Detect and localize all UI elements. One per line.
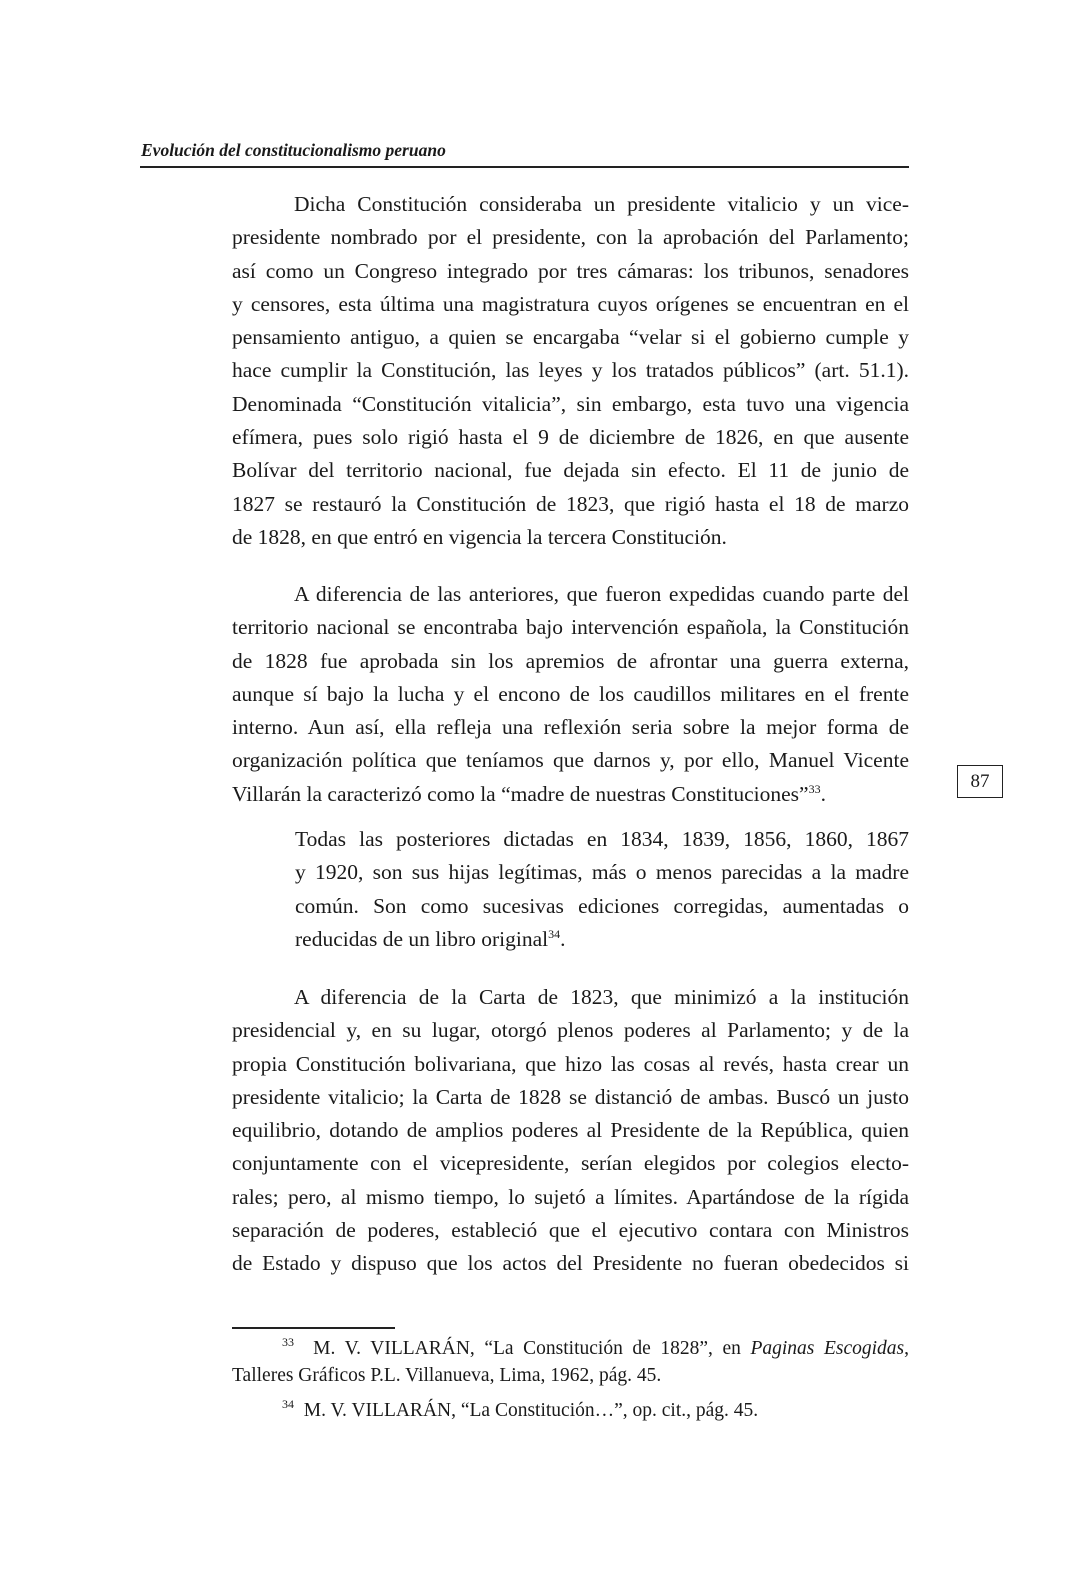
- text-line: [232, 1014, 909, 1047]
- paragraph-1: [232, 188, 909, 554]
- line-text: presidencial y, en su lugar, otorgó plenos poderes al Parlamento; y de la: [232, 1018, 909, 1043]
- text-line: [232, 578, 909, 611]
- line-text: y censores, esta última una magistratura cuyos orígenes se encuentran en el: [232, 291, 909, 316]
- text-line: [232, 488, 909, 521]
- text-line: [232, 388, 909, 421]
- line-text: efímera, pues solo rigió hasta el 9 de diciembre de 1826, en que ausente: [232, 425, 909, 450]
- line-text: presidente nombrado por el presidente, con la aprobación del Parlamento;: [232, 225, 909, 250]
- line-text: A diferencia de las anteriores, que fueron expedidas cuando parte del: [294, 582, 909, 606]
- line-text: organización política que teníamos que darnos y, por ello, Manuel Vicente: [232, 748, 909, 773]
- paragraph-3: [232, 981, 909, 1281]
- paragraph-2: [232, 578, 909, 811]
- block-quote: [295, 823, 909, 956]
- line-text: territorio nacional se encontraba bajo intervención española, la Constitución: [232, 615, 909, 640]
- line-text: equilibrio, dotando de amplios poderes al Presidente de la República, quien: [232, 1118, 909, 1143]
- punctuation: .: [560, 926, 566, 951]
- line-text: Dicha Constitución consideraba un presidente vitalicio y un vice-: [294, 192, 909, 216]
- footnote-text: M. V. VILLARÁN, “La Constitución…”, op. cit., pág. 45.: [303, 1400, 759, 1421]
- footnote-rule: [232, 1327, 395, 1329]
- footnote-reference[interactable]: 34: [548, 926, 561, 941]
- footnote-text: Talleres Gráficos P.L. Villanueva, Lima, 1962, pág. 45.: [232, 1365, 662, 1386]
- line-text: así como un Congreso integrado por tres cámaras: los tribunos, senadores: [232, 258, 909, 283]
- line-text: de 1828, en que entró en vigencia la tercera Constitución.: [232, 524, 727, 549]
- line-text: común. Son como sucesivas ediciones corregidas, aumentadas o: [295, 893, 909, 918]
- line-text: de Estado y dispuso que los actos del Presidente no fueran obedecidos si: [232, 1251, 909, 1276]
- text-line: [232, 221, 909, 254]
- text-line: [232, 744, 909, 777]
- text-line: [232, 711, 909, 744]
- text-line: [232, 1081, 909, 1114]
- line-text: A diferencia de la Carta de 1823, que minimizó a la institución: [294, 985, 909, 1009]
- text-line: [232, 255, 909, 288]
- line-text: hace cumplir la Constitución, las leyes y los tratados públicos” (art. 51.1).: [232, 358, 909, 383]
- line-text: reducidas de un libro original: [295, 926, 549, 951]
- text-line: [232, 611, 909, 644]
- line-text: de 1828 fue aprobada sin los apremios de afrontar una guerra externa,: [232, 648, 909, 673]
- footnote-reference[interactable]: 33: [808, 781, 821, 796]
- text-line: [232, 521, 909, 554]
- footnote-33: [232, 1335, 909, 1389]
- line-text: Todas las posteriores dictadas en 1834, 1839, 1856, 1860, 1867: [295, 827, 909, 851]
- footnote-text: M. V. VILLARÁN, “La Constitución de 1828”, en: [313, 1338, 751, 1359]
- text-line: [232, 321, 909, 354]
- text-line: [232, 1247, 909, 1280]
- text-line: [295, 823, 909, 856]
- line-text: interno. Aun así, ella refleja una reflexión seria sobre la mejor forma de: [232, 715, 909, 740]
- text-line: [232, 1114, 909, 1147]
- footnote-number: 34: [282, 1397, 294, 1411]
- text-line: [232, 778, 909, 811]
- text-line: [232, 1181, 909, 1214]
- line-text: pensamiento antiguo, a quien se encargaba “velar si el gobierno cumple y: [232, 325, 909, 350]
- line-text: rales; pero, al mismo tiempo, lo sujetó a límites. Apartándose de la rígida: [232, 1184, 909, 1209]
- punctuation: .: [820, 781, 826, 806]
- text-line: [232, 454, 909, 487]
- line-text: y 1920, son sus hijas legítimas, más o menos parecidas a la madre: [295, 860, 909, 885]
- line-text: separación de poderes, estableció que el ejecutivo contara con Ministros: [232, 1218, 909, 1243]
- text-line: [232, 1147, 909, 1180]
- line-text: aunque sí bajo la lucha y el encono de los caudillos militares en el frente: [232, 681, 909, 706]
- text-line: [232, 421, 909, 454]
- text-line: [232, 288, 909, 321]
- line-text: presidente vitalicio; la Carta de 1828 se distanció de ambas. Buscó un justo: [232, 1084, 909, 1109]
- line-text: propia Constitución bolivariana, que hizo las cosas al revés, hasta crear un: [232, 1051, 909, 1076]
- running-header: Evolución del constitucionalismo peruano: [141, 140, 446, 160]
- line-text: Bolívar del territorio nacional, fue dejada sin efecto. El 11 de junio de: [232, 458, 909, 483]
- footnote-34: [232, 1397, 909, 1424]
- text-line: [232, 1214, 909, 1247]
- line-text: conjuntamente con el vicepresidente, serían elegidos por colegios electo-: [232, 1151, 909, 1176]
- header-rule: [140, 166, 909, 168]
- text-line: [295, 856, 909, 889]
- footnotes: [232, 1335, 909, 1432]
- text-line: [232, 981, 909, 1014]
- text-line: [232, 645, 909, 678]
- text-line: [295, 923, 909, 956]
- line-text: 1827 se restauró la Constitución de 1823, que rigió hasta el 18 de marzo: [232, 491, 909, 516]
- text-line: [232, 354, 909, 387]
- footnote-book-title: Paginas Escogidas: [750, 1338, 905, 1359]
- line-text: Denominada “Constitución vitalicia”, sin embargo, esta tuvo una vigencia: [232, 391, 909, 416]
- text-line: [232, 188, 909, 221]
- text-line: [232, 1048, 909, 1081]
- footnote-number: 33: [282, 1335, 294, 1349]
- line-text: Villarán la caracterizó como la “madre de nuestras Constituciones”: [232, 781, 809, 806]
- page-number: 87: [957, 765, 1003, 798]
- text-line: [232, 678, 909, 711]
- footnote-punct: ,: [904, 1338, 909, 1359]
- text-line: [295, 890, 909, 923]
